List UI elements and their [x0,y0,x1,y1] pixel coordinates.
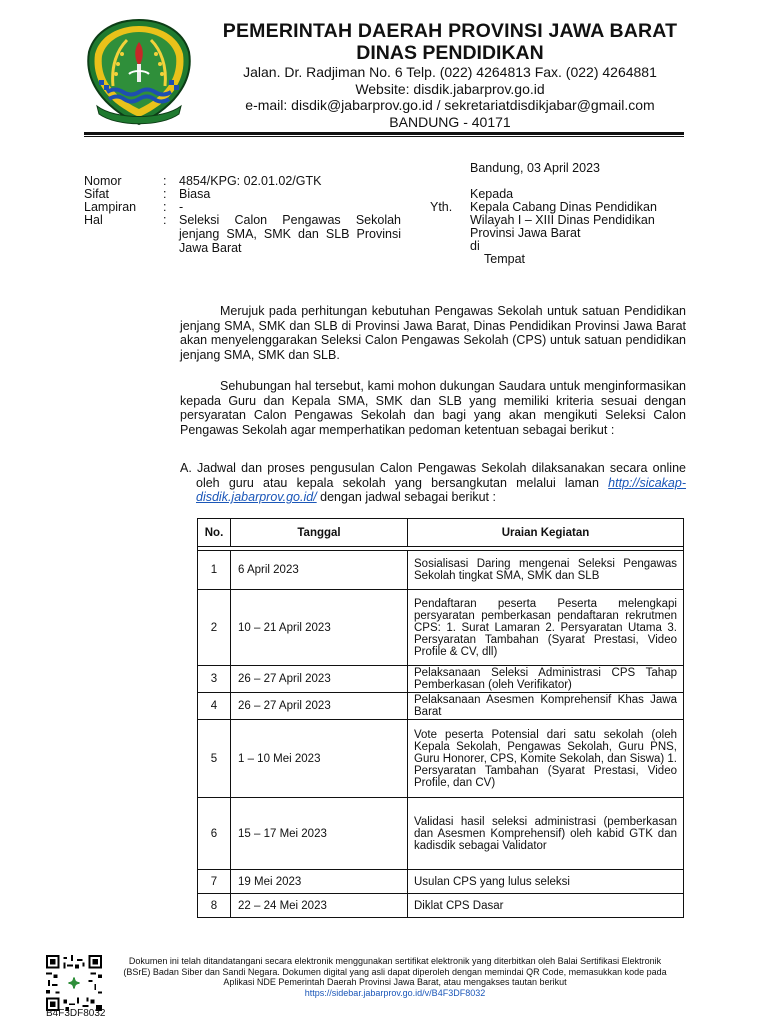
table-row [198,720,684,798]
recipient-di: di [470,239,480,253]
row-no: 7 [198,870,231,894]
hal-line-2: jenjang SMA, SMK dan SLB Provinsi [179,227,401,241]
row-uraian: Pendaftaran peserta Peserta melengkapi persyaratan pemberkasan pendaftaran rekrutmen CPS: 1. Surat Lamaran 2. Persyaratan Utama 3. Persyaratan Tambahan (Syarat Prestasi, Video Profile & CV, dll) [408,590,684,666]
row-no: 1 [198,551,231,590]
qr-code-id: B4F3DF8032 [46,1008,106,1019]
e-signature-notice [120,956,670,998]
agency-website: Website: disdik.jabarprov.go.id [355,80,545,97]
letterhead-rule-thick [84,132,684,135]
paragraph-2 [180,379,686,437]
paragraph-2-text: Sehubungan hal tersebut, kami mohon dukungan Saudara untuk menginformasikan kepada Guru dan Kepala SMA, SMK dan SLB yang memiliki kriteria sesuai dengan persyaratan Calon Pengawas Sekolah dan bagi yang akan mengikuti Seleksi Calon Pengawas Sekolah agar memperhatikan pedoman ketentuan sebagai berikut : [180,379,686,437]
recipient-line-1: Kepala Cabang Dinas Pendidikan [470,200,657,214]
column-header-uraian: Uraian Kegiatan [408,519,684,547]
row-uraian: Usulan CPS yang lulus seleksi [408,870,684,894]
row-tanggal: 19 Mei 2023 [231,870,408,894]
table-row [198,870,684,894]
agency-city: BANDUNG - 40171 [389,113,511,130]
row-uraian: Pelaksanaan Asesmen Komprehensif Khas Jawa Barat [408,693,684,720]
sifat-label: Sifat [84,187,110,201]
e-signature-text: Dokumen ini telah ditandatangani secara elektronik menggunakan sertifikat elektronik yang diterbitkan oleh Balai Sertifikasi Elektronik (BSrE) Badan Siber dan Sandi Negara. Dokumen digital yang asli dapat diperoleh dengan memindai QR Code, memasukkan kode pada Aplikasi NDE Pemerintah Daerah Provinsi Jawa Barat, atau mengakses tautan berikut [123,956,667,987]
column-header-tanggal: Tanggal [231,519,408,547]
row-tanggal: 1 – 10 Mei 2023 [231,720,408,798]
table-row [198,666,684,693]
row-no: 4 [198,693,231,720]
sicakap-link[interactable]: http://sicakap-disdik.jabarprov.go.id/ [196,475,686,504]
nomor-colon: : [163,174,167,188]
kepada-label: Kepada [470,187,514,201]
row-uraian: Sosialisasi Daring mengenai Seleksi Pengawas Sekolah tingkat SMA, SMK dan SLB [408,551,684,590]
table-row [198,798,684,870]
table-row [198,894,684,918]
row-tanggal: 10 – 21 April 2023 [231,590,408,666]
verification-link[interactable]: https://sidebar.jabarprov.go.id/v/B4F3DF8032 [304,987,486,998]
hal-line-1: Seleksi Calon Pengawas Sekolah [179,213,401,227]
sifat-value: Biasa [179,187,211,201]
row-tanggal: 22 – 24 Mei 2023 [231,894,408,918]
row-uraian: Validasi hasil seleksi administrasi (pemberkasan dan Asesmen Komprehensif) oleh kabid GTK dan kadisdik sebagai Validator [408,798,684,870]
yth-label: Yth. [430,200,453,214]
agency-email: e-mail: disdik@jabarprov.go.id / sekretariatdisdikjabar@gmail.com [245,97,655,113]
schedule-table [197,518,684,918]
row-uraian: Pelaksanaan Seleksi Administrasi CPS Tahap Pemberkasan (oleh Verifikator) [408,666,684,693]
row-tanggal: 6 April 2023 [231,551,408,590]
row-tanggal: 15 – 17 Mei 2023 [231,798,408,870]
row-uraian: Vote peserta Potensial dari satu sekolah (oleh Kepala Sekolah, Pengawas Sekolah, Guru PNS, Guru Honorer, CPS, Komite Sekolah, dan Siswa) 1. Persyaratan Tambahan (Syarat Prestasi, Video Profile, dan CV) [408,720,684,798]
row-no: 8 [198,894,231,918]
row-tanggal: 26 – 27 April 2023 [231,666,408,693]
table-row [198,551,684,590]
qr-code-icon[interactable] [46,955,102,1011]
column-header-no: No. [198,519,231,547]
agency-name: DINAS PENDIDIKAN [356,42,544,64]
province-emblem-logo [83,16,195,128]
table-row [198,693,684,720]
table-row [198,590,684,666]
hal-colon: : [163,213,167,227]
letterhead-text [200,20,700,130]
row-tanggal: 26 – 27 April 2023 [231,693,408,720]
row-no: 6 [198,798,231,870]
row-no: 2 [198,590,231,666]
recipient-tempat: Tempat [484,252,525,266]
recipient-line-2: Wilayah I – XIII Dinas Pendidikan [470,213,655,227]
paragraph-1-text: Merujuk pada perhitungan kebutuhan Pengawas Sekolah untuk satuan Pendidikan jenjang SMA, SMK dan SLB di Provinsi Jawa Barat, Dinas Pendidikan Provinsi Jawa Barat akan menyelenggarakan Seleksi Calon Pengawas Sekolah (CPS) untuk satuan pendidikan jenjang SMA, SMK dan SLB. [180,304,686,362]
point-a-text: A. Jadwal dan proses pengusulan Calon Pengawas Sekolah dilaksanakan secara online oleh guru atau kepala sekolah yang bersangkutan melalui laman [180,461,686,490]
hal-value [179,213,401,255]
paragraph-1 [180,304,686,362]
lampiran-colon: : [163,200,167,214]
recipient-line-3: Provinsi Jawa Barat [470,226,581,240]
row-no: 3 [198,666,231,693]
hal-line-3: Jawa Barat [179,241,242,255]
point-a [180,461,686,505]
row-no: 5 [198,720,231,798]
sifat-colon: : [163,187,167,201]
agency-address: Jalan. Dr. Radjiman No. 6 Telp. (022) 4264813 Fax. (022) 4264881 [243,64,657,80]
letterhead-rule-thin [84,136,684,137]
lampiran-label: Lampiran [84,200,137,214]
point-a-suffix: dengan jadwal sebagai berikut : [316,490,496,504]
nomor-value: 4854/KPG: 02.01.02/GTK [179,174,322,188]
table-header-row [198,519,684,547]
row-uraian: Diklat CPS Dasar [408,894,684,918]
letter-date: Bandung, 03 April 2023 [470,161,600,175]
hal-label: Hal [84,213,103,227]
nomor-label: Nomor [84,174,122,188]
government-name: PEMERINTAH DAERAH PROVINSI JAWA BARAT [222,20,678,42]
lampiran-value: - [179,200,184,214]
